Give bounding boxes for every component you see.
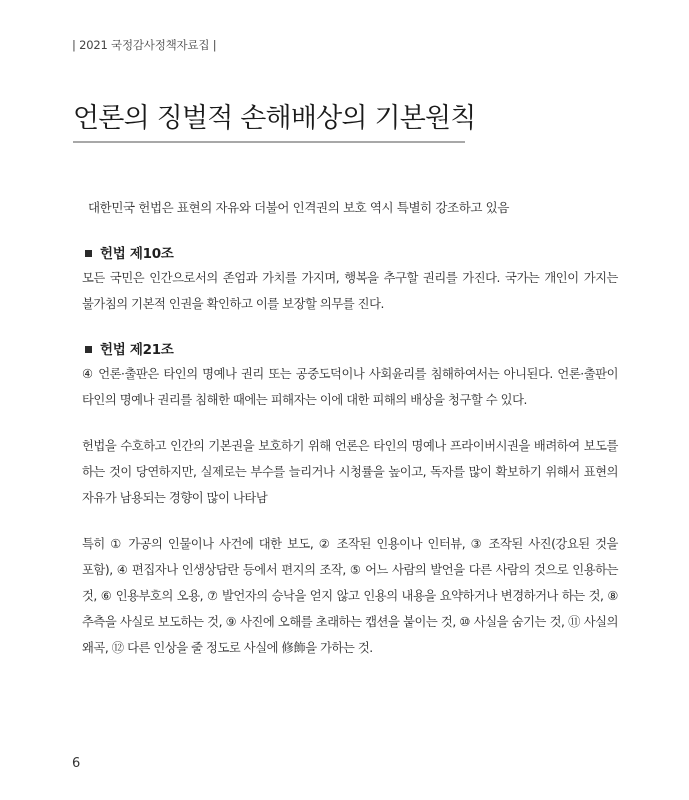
intro-paragraph: 대한민국 헌법은 표현의 자유와 더불어 인격권의 보호 역시 특별히 강조하고 있음 — [88, 200, 510, 215]
page-title: 언론의 징벌적 손해배상의 기본원칙 — [73, 103, 476, 134]
section-heading-article-10 — [82, 243, 618, 265]
running-header: | 2021 국정감사정책자료집 | — [72, 38, 217, 52]
square-bullet-icon — [85, 346, 92, 353]
page-number: 6 — [72, 756, 81, 771]
document-body — [82, 195, 618, 661]
section-heading-article-21 — [82, 339, 618, 361]
body-paragraph: 특히 ① 가공의 인물이나 사건에 대한 보도, ② 조작된 인용이나 인터뷰, ③ 조작된 사진(강요된 것을 포함), ④ 편집자나 인생상담란 등에서 편지의 조작, ⑤ 어느 사람의 발언을 다른 사람의 것으로 인용하는 것, ⑥ 인용부호의 오용, ⑦ 발언자의 승낙을 얻지 않고 인용의 내용을 요약하거나 변경하거나 하는 것, ⑧ 추측을 사실로 보도하는 것, ⑨ 사진에 오해를 초래하는 캡션을 붙이는 것, ⑩ 사실을 숨기는 것, ⑪ 사실의 왜곡, ⑫ 다른 인상을 줄 정도로 사실에 修飾을 가하는 것. — [82, 537, 618, 655]
section-heading-text: 헌법 제10조 — [100, 246, 174, 262]
article-21-text: ④ 언론·출판은 타인의 명예나 권리 또는 공중도덕이나 사회윤리를 침해하여서는 아니된다. 언론·출판이 타인의 명예나 권리를 침해한 때에는 피해자는 이에 대한 피해의 배상을 청구할 수 있다. — [82, 367, 618, 407]
title-underline — [73, 141, 465, 143]
body-paragraph: 헌법을 수호하고 인간의 기본권을 보호하기 위해 언론은 타인의 명예나 프라이버시권을 배려하여 보도를 하는 것이 당연하지만, 실제로는 부수를 늘리거나 시청률을 높이고, 독자를 많이 확보하기 위해서 표현의 자유가 남용되는 경향이 많이 나타남 — [82, 439, 618, 505]
article-10-text: 모든 국민은 인간으로서의 존엄과 가치를 가지며, 행복을 추구할 권리를 가진다. 국가는 개인이 가지는 불가침의 기본적 인권을 확인하고 이를 보장할 의무를 진다. — [82, 271, 618, 311]
section-heading-text: 헌법 제21조 — [100, 342, 174, 358]
square-bullet-icon — [85, 250, 92, 257]
